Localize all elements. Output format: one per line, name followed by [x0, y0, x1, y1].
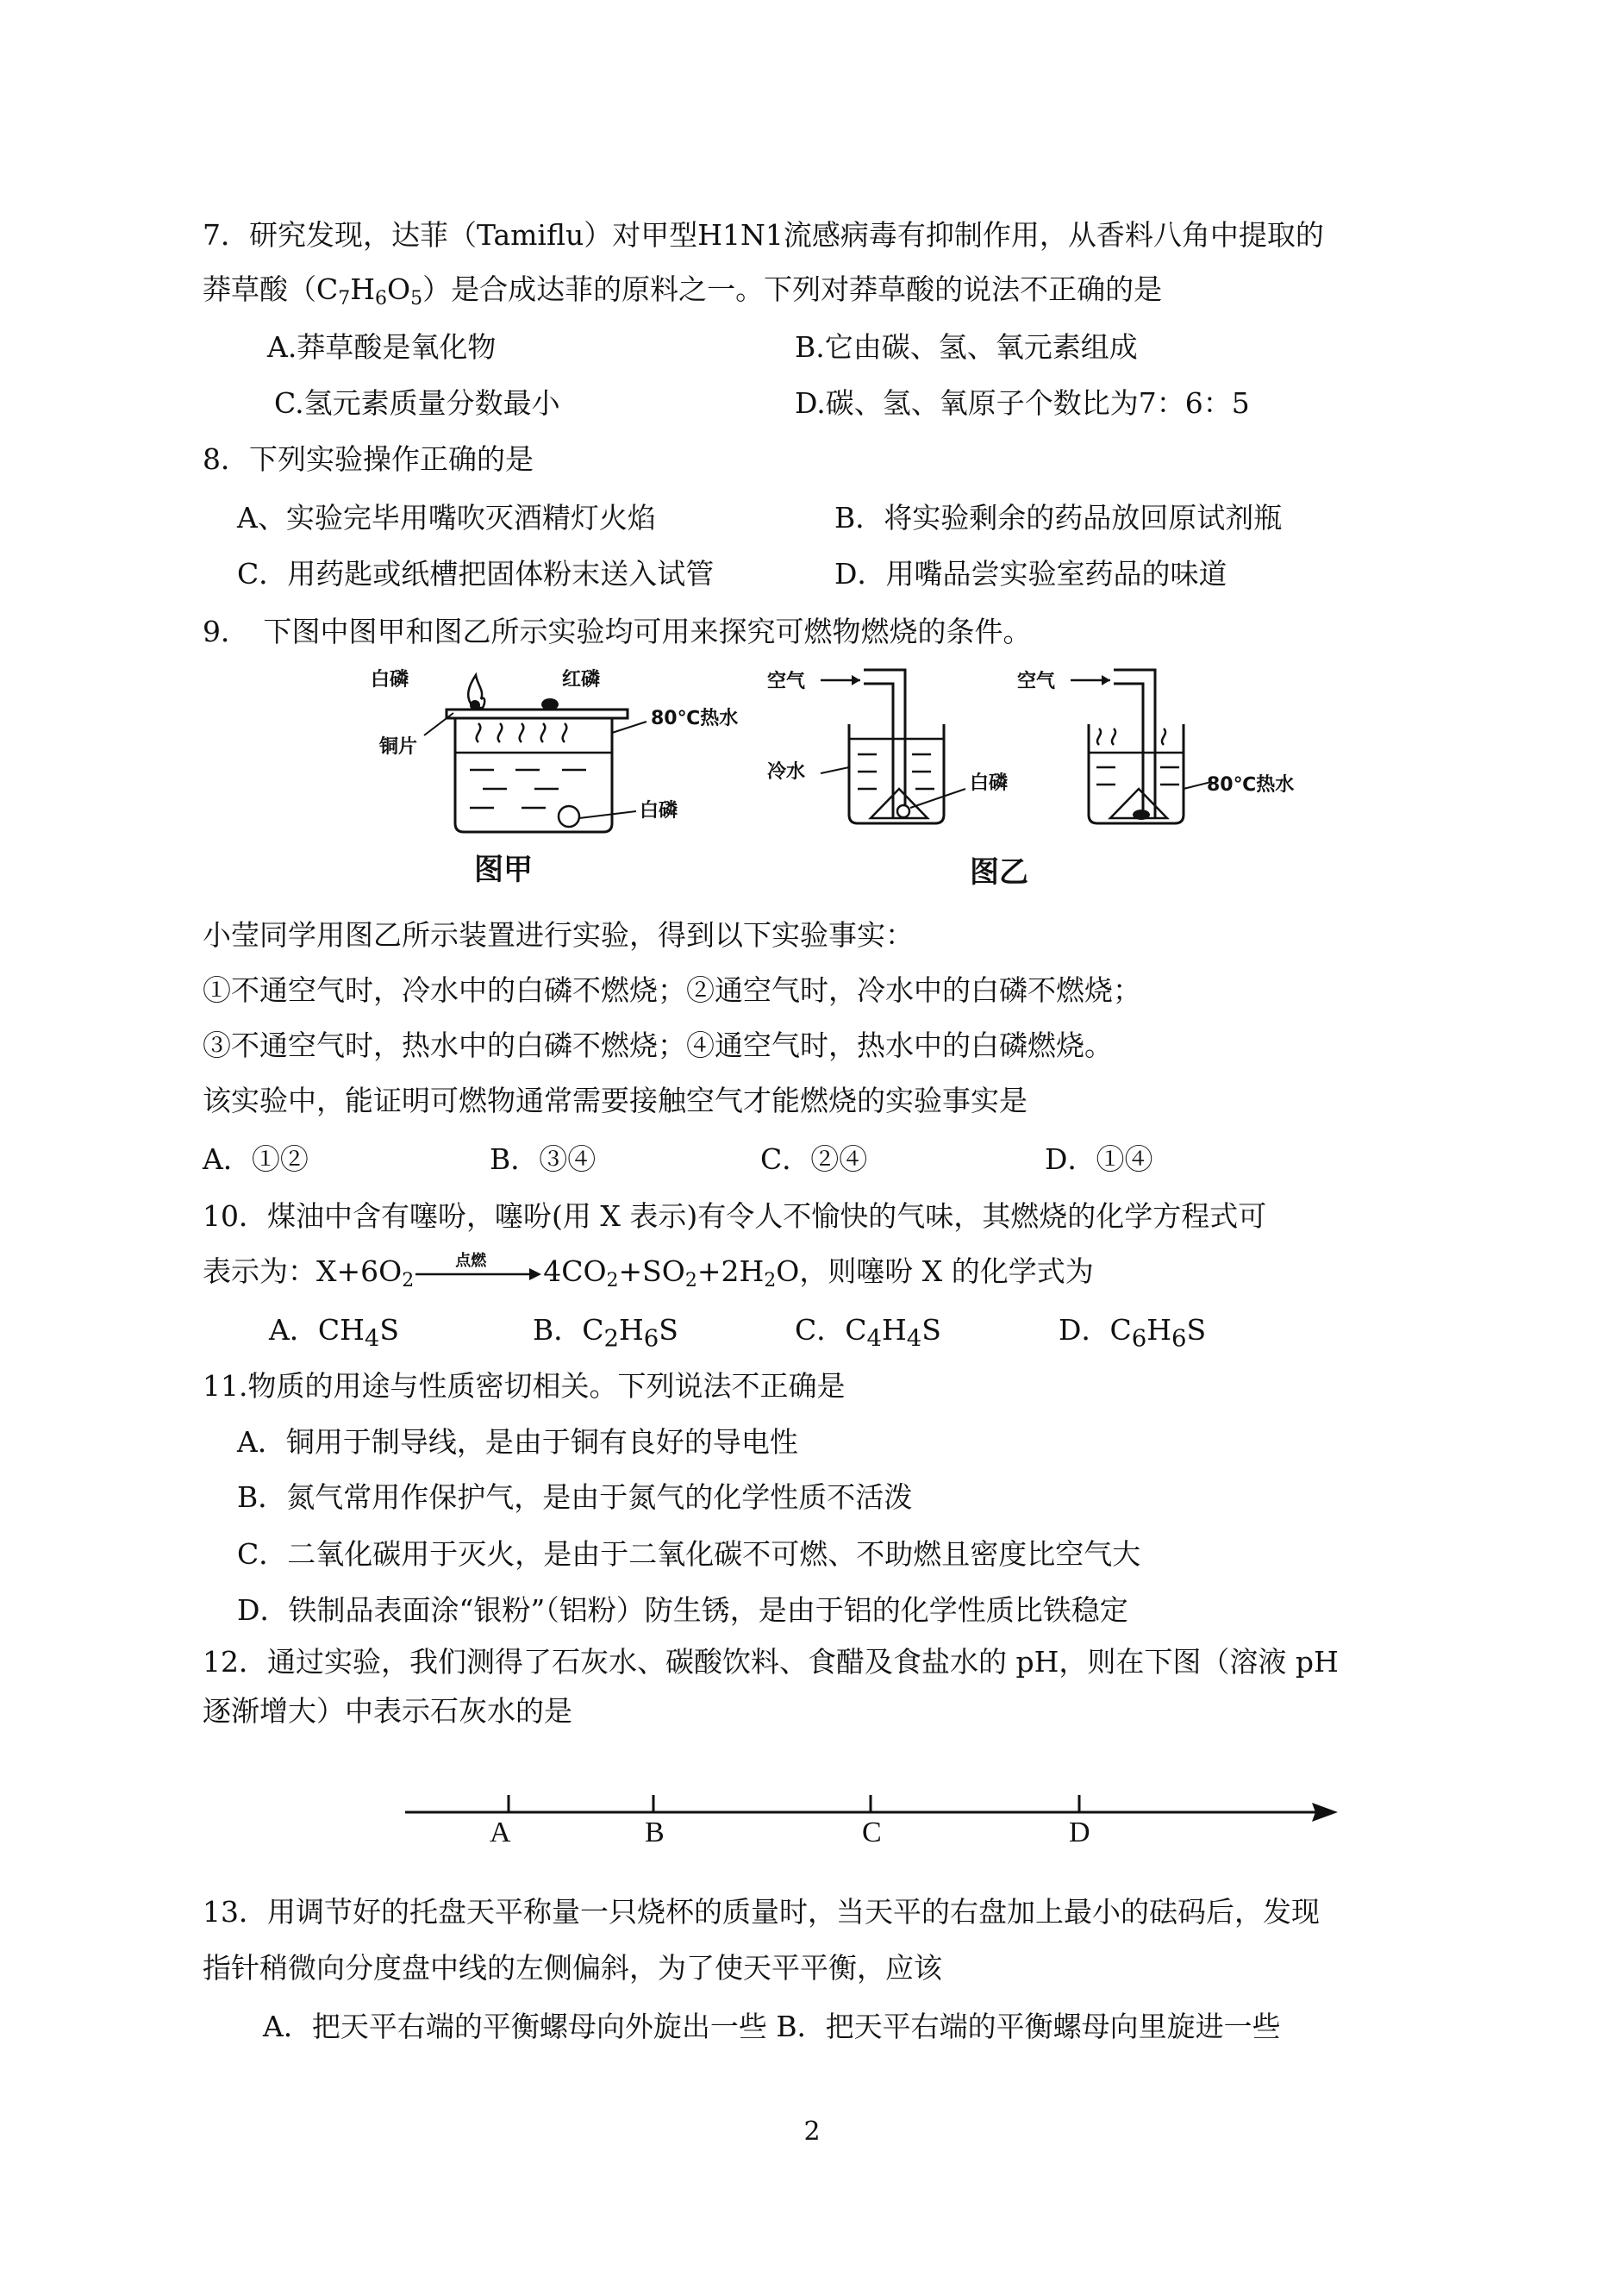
page-number: 2 [803, 2117, 821, 2147]
q7-option-a: A.莽草酸是氧化物 [267, 330, 497, 364]
q13-stem-line1: 13．用调节好的托盘天平称量一只烧杯的质量时，当天平的右盘加上最小的砝码后，发现 [203, 1895, 1320, 1929]
white-phosphorus-water [559, 806, 579, 827]
svg-text:80℃热水: 80℃热水 [1207, 774, 1295, 796]
q11-option-a: A．铜用于制导线，是由于铜有良好的导电性 [237, 1425, 798, 1459]
white-phosphorus-hot [1133, 810, 1150, 820]
q11-stem: 11.物质的用途与性质密切相关。下列说法不正确是 [203, 1369, 846, 1403]
q7-stem-line2: 莽草酸$(C_7H_6O_5)$是合成达菲的原料之一。下列对莽草酸的说法不正确的是 [203, 272, 1163, 310]
svg-text:冷水: 冷水 [767, 761, 806, 783]
svg-text:白磷: 白磷 [640, 800, 678, 822]
q10-option-a: A．$CH_4S$ [269, 1313, 399, 1353]
q10-equation: 表示为：$X+6O_2$ 点燃 $4CO_2+SO_2+2H_2O$，则噻吩 X 的化学式为 [203, 1252, 1094, 1291]
svg-text:红磷: 红磷 [562, 669, 601, 691]
q12-stem-line1: 12．通过实验，我们测得了石灰水、碳酸饮料、食醋及食盐水的 pH，则在下图（溶液 pH [203, 1645, 1339, 1679]
q11-option-b: B．氮气常用作保护气，是由于氮气的化学性质不活泼 [237, 1480, 913, 1514]
q9-stem: 9． 下图中图甲和图乙所示实验均可用来探究可燃物燃烧的条件。 [203, 615, 1032, 648]
q7-option-b: B.它由碳、氢、氧元素组成 [795, 330, 1138, 364]
q10-option-d: D．$C_6H_6S$ [1059, 1313, 1207, 1353]
svg-text:空气: 空气 [1017, 671, 1056, 692]
label-c: C [862, 1817, 882, 1848]
figure-yi [759, 660, 1310, 892]
svg-text:图甲: 图甲 [474, 853, 533, 887]
q9-option-c: C．②④ [760, 1142, 868, 1176]
beaker-hot [1089, 724, 1184, 823]
reaction-arrow [414, 1252, 543, 1286]
q10-stem-line1: 10．煤油中含有噻吩，噻吩(用 X 表示)有令人不愉快的气味，其燃烧的化学方程式可 [203, 1199, 1267, 1233]
q9-fact-line2: ③不通空气时，热水中的白磷不燃烧；④通空气时，热水中的白磷燃烧。 [203, 1029, 1113, 1062]
white-phosphorus-cold [897, 805, 909, 817]
q11-option-d: D．铁制品表面涂“银粉”（铝粉）防生锈，是由于铝的化学性质比铁稳定 [237, 1593, 1128, 1627]
q9-intro: 小莹同学用图乙所示装置进行实验，得到以下实验事实： [203, 918, 914, 952]
svg-text:白磷: 白磷 [371, 669, 409, 691]
q7-option-c: C.氢元素质量分数最小 [274, 386, 560, 420]
label-d: D [1069, 1817, 1090, 1848]
q9-option-b: B．③④ [490, 1142, 597, 1176]
q9-option-d: D．①④ [1045, 1142, 1153, 1176]
label-a: A [490, 1817, 511, 1848]
q8-option-c: C．用药匙或纸槽把固体粉末送入试管 [237, 557, 715, 591]
q12-stem-line2: 逐渐增大）中表示石灰水的是 [203, 1694, 572, 1728]
q8-option-d: D．用嘴品尝实验室药品的味道 [834, 557, 1227, 591]
q9-question: 该实验中，能证明可燃物通常需要接触空气才能燃烧的实验事实是 [203, 1084, 1027, 1117]
q8-option-a: A、实验完毕用嘴吹灭酒精灯火焰 [237, 501, 656, 535]
q13-options-ab: A．把天平右端的平衡螺母向外旋出一些 B．把天平右端的平衡螺母向里旋进一些 [263, 2010, 1281, 2043]
red-phosphorus [541, 698, 559, 710]
white-phosphorus-top [470, 700, 480, 710]
q7-stem-line1: 7．研究发现，达菲（Tamiflu）对甲型H1N1流感病毒有抑制作用，从香料八角中提取的 [203, 218, 1324, 252]
ph-axis [397, 1785, 1345, 1854]
beaker-jia [455, 718, 612, 832]
figure-jia [362, 660, 739, 892]
q13-stem-line2: 指针稍微向分度盘中线的左侧偏斜，为了使天平平衡，应该 [203, 1951, 942, 1985]
q9-option-a: A．①② [203, 1142, 309, 1176]
q11-option-c: C．二氧化碳用于灭火，是由于二氧化碳不可燃、不助燃且密度比空气大 [237, 1537, 1141, 1571]
svg-text:铜片: 铜片 [379, 736, 418, 758]
q8-option-b: B．将实验剩余的药品放回原试剂瓶 [834, 501, 1283, 535]
q7-option-d: D.碳、氢、氧原子个数比为7：6：5 [795, 386, 1250, 420]
reaction-condition: 点燃 [455, 1252, 487, 1270]
svg-text:白磷: 白磷 [970, 772, 1009, 794]
q9-fact-line1: ①不通空气时，冷水中的白磷不燃烧；②通空气时，冷水中的白磷不燃烧； [203, 973, 1141, 1007]
label-b: B [645, 1817, 665, 1848]
q10-option-c: C．$C_4H_4S$ [795, 1313, 941, 1353]
q10-option-b: B．$C_2H_6S$ [533, 1313, 678, 1353]
svg-text:80℃热水: 80℃热水 [651, 708, 739, 729]
svg-text:图乙: 图乙 [970, 855, 1028, 890]
svg-text:空气: 空气 [767, 671, 806, 692]
q8-stem: 8．下列实验操作正确的是 [203, 442, 534, 476]
copper-plate [447, 710, 628, 718]
axis-arrowhead [1312, 1803, 1338, 1822]
